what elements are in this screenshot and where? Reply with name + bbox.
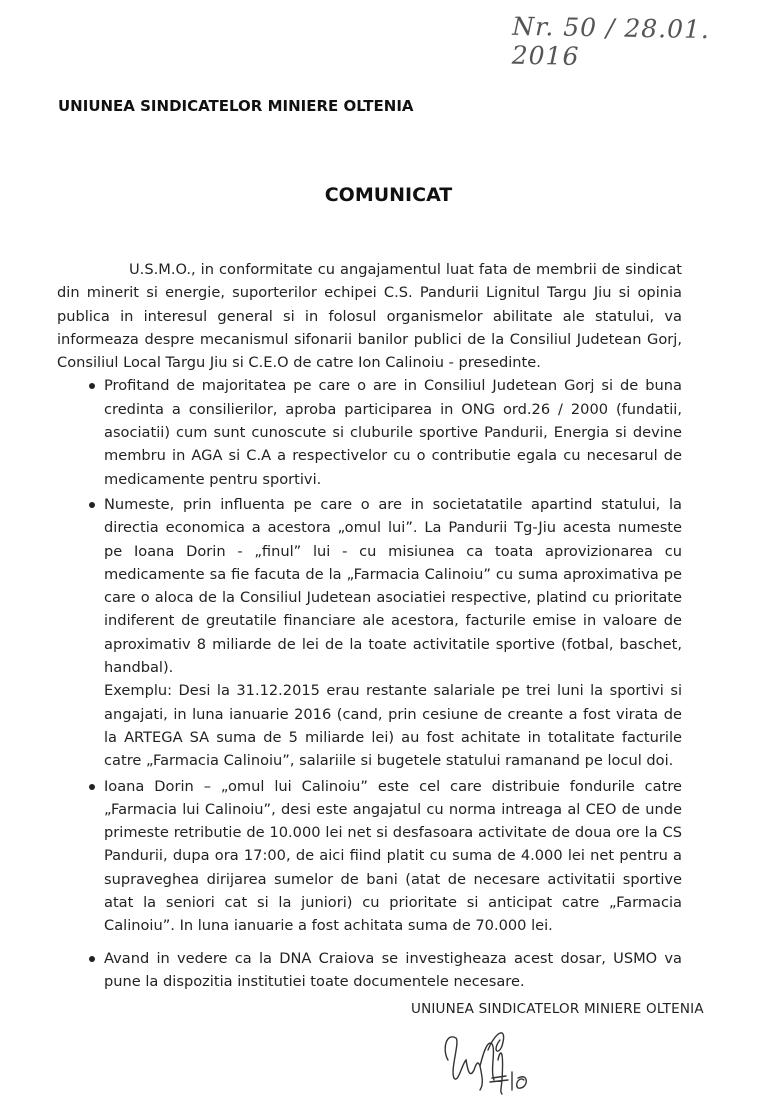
list-item: [57, 947, 682, 994]
bullet-list: [57, 374, 682, 993]
bullet-text: Profitand de majoritatea pe care o are in Consiliul Judetean Gorj si de buna credinta a consilierilor, aproba participarea in ONG ord.26 / 2000 (fundatii, asociatii) cum sunt cunoscute si cluburile sportive Pandurii, Energia si devine membru in AGA si C.A a respectivelor cu o contributie egala cu necesarul de medicamente pentru sportivi.: [104, 377, 682, 488]
document-title: COMUNICAT: [324, 184, 453, 206]
list-item: [57, 493, 682, 773]
list-item: [57, 775, 682, 938]
header-organization: UNIUNEA SINDICATELOR MINIERE OLTENIA: [58, 97, 414, 115]
bullet-text: Numeste, prin influenta pe care o are in societatatile apartind statului, la directia economica a acestora „omul lui”. La Pandurii Tg-Jiu acesta numeste pe Ioana Dorin - „finul” lui - cu misiunea ca toata aprovizionarea cu medicamente sa fie facuta de la „Farmacia Calinoiu” cu suma aproximativa pe care o aloca de la Consiliul Judetean asociatiei respective, platind cu prioritate indiferent de greutatile financiare ale acestora, facturile emise in valoare de aproximativ 8 miliarde de lei de la toate activitatile sportive (fotbal, baschet, handbal).: [104, 495, 682, 677]
bullet-icon: [89, 956, 95, 962]
bullet-icon: [89, 502, 95, 508]
registration-number: Nr. 50 / 28.01. 2016: [511, 11, 711, 71]
list-item: [57, 374, 682, 490]
bullet-text: Ioana Dorin – „omul lui Calinoiu” este cel care distribuie fondurile catre „Farmacia lui Calinoiu”, desi este angajatul cu norma intreaga al CEO de unde primeste retributie de 10.000 lei net si desfasoara activitate de doua ore la CS Pandurii, dupa ora 17:00, de aici fiind platit cu suma de 4.000 lei net pentru a supraveghea dirijarea sumelor de bani (atat de necesare activitatii sportive atat la seniori cat si la juniori) cu prioritate si anticipat catre „Farmacia Calinoiu”. In luna ianuarie a fost achitata suma de 70.000 lei.: [104, 777, 682, 935]
signature: [440, 1020, 550, 1095]
bullet-text: Avand in vedere ca la DNA Craiova se investigheaza acest dosar, USMO va pune la dispozitia institutiei toate documentele necesare.: [104, 949, 682, 990]
example-paragraph: Exemplu: Desi la 31.12.2015 erau restante salariale pe trei luni la sportivi si angajati, in luna ianuarie 2016 (cand, prin cesiune de creante a fost virata de la ARTEGA SA suma de 5 miliarde lei) au fost achitate in totalitate facturile catre „Farmacia Calinoiu”, salariile si bugetele statului ramanand pe locul doi.: [104, 682, 682, 770]
intro-paragraph: U.S.M.O., in conformitate cu angajamentul luat fata de membrii de sindicat din minerit si energie, suporterilor echipei C.S. Pandurii Lignitul Targu Jiu si opinia publica in interesul general si in folosul organismelor abilitate ale statului, va informeaza despre mecanismul sifonarii banilor publici de la Consiliul Judetean Gorj, Consiliul Local Targu Jiu si C.E.O de catre Ion Calinoiu - presedinte.: [57, 261, 682, 372]
footer-organization: UNIUNEA SINDICATELOR MINIERE OLTENIA: [411, 1001, 704, 1017]
bullet-icon: [89, 784, 95, 790]
document-body: [57, 258, 682, 993]
